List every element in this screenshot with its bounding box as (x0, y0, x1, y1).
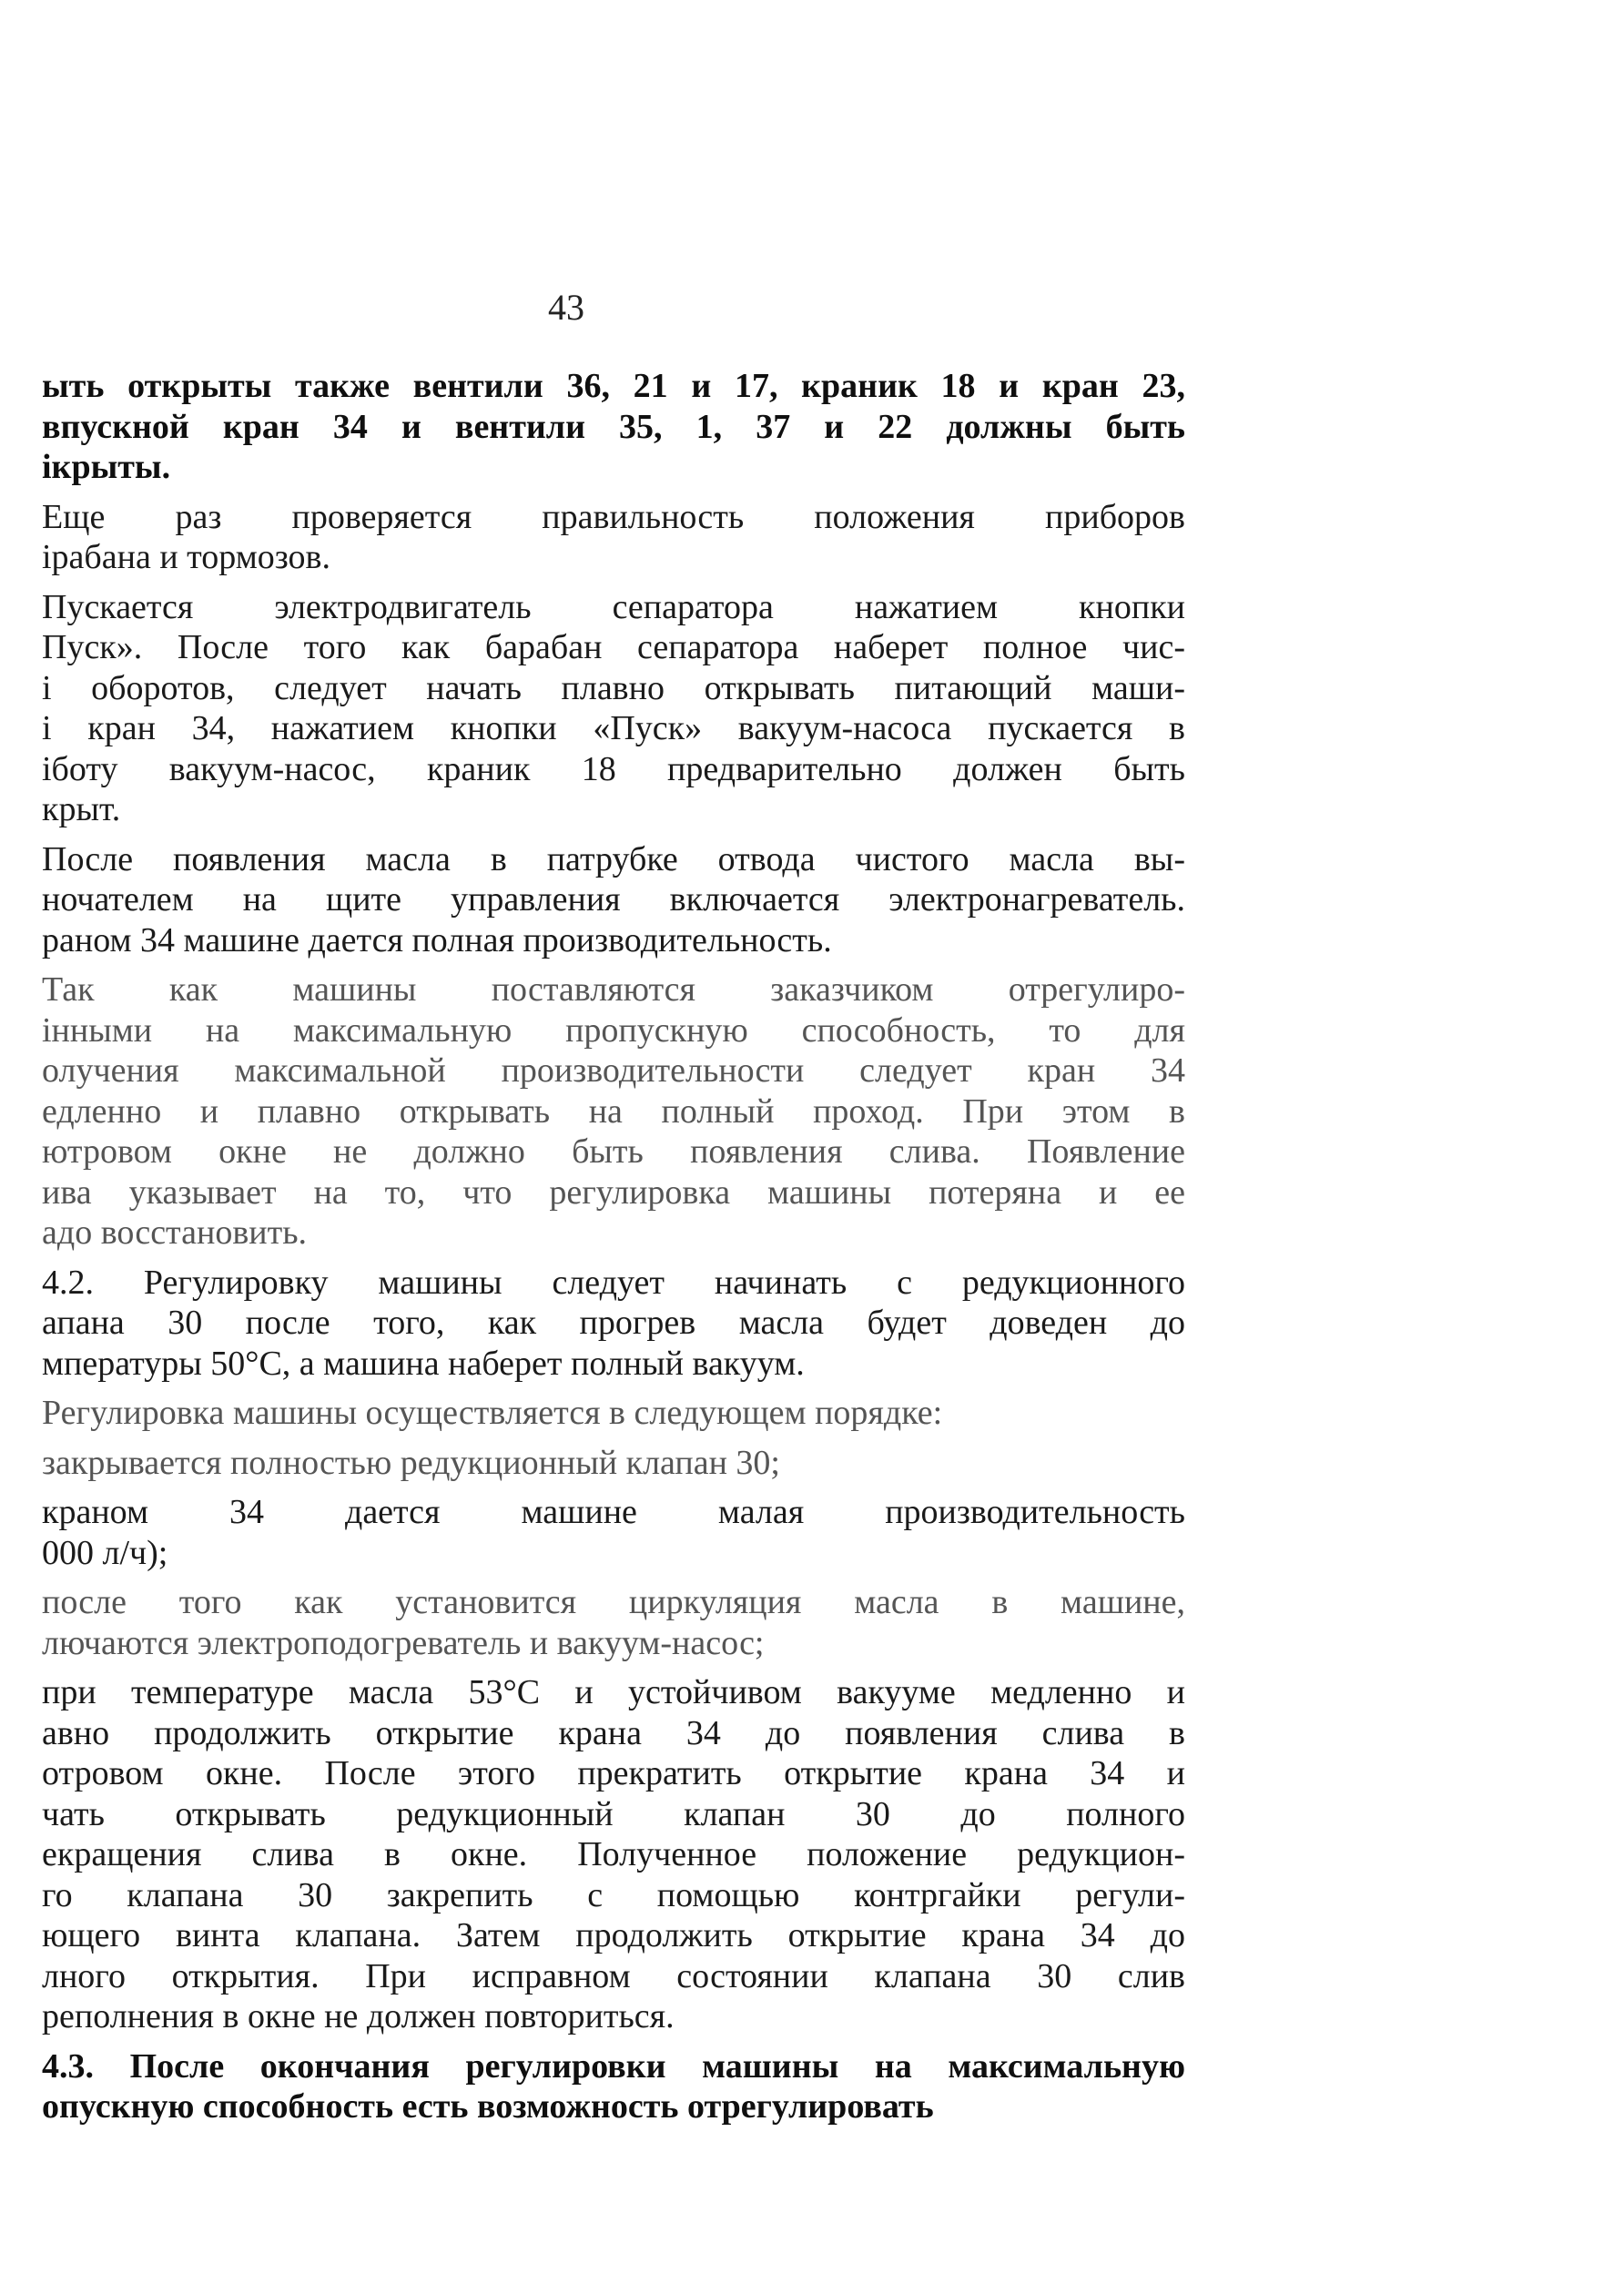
text-line: ютровом окне не должно быть появления слива. Появление (42, 1132, 1185, 1171)
text-line: 4.3. После окончания регулировки машины на максимальную (42, 2046, 1185, 2086)
text-line: і кран 34, нажатием кнопки «Пуск» вакуум-насоса пускается в (42, 709, 1185, 747)
text-line: ива указывает на то, что регулировка машины потеряна и ее (42, 1172, 1185, 1212)
text-line: адо восстановить. (42, 1213, 308, 1252)
text-line: ющего винта клапана. Затем продолжить открытие крана 34 до (42, 1916, 1185, 1954)
text-line: ікрыты. (42, 448, 171, 486)
text-line: екращения слива в окне. Полученное положение редукцион- (42, 1835, 1185, 1873)
paragraph (42, 497, 1185, 578)
paragraph (42, 2046, 1185, 2127)
text-line: реполнения в окне не должен повториться. (42, 1997, 675, 2035)
text-line: 4.2. Регулировку машины следует начинать с редукционного (42, 1263, 1185, 1302)
paragraph (42, 1582, 1185, 1663)
text-line: едленно и плавно открывать на полный проход. При этом в (42, 1091, 1185, 1131)
paragraph (42, 1672, 1185, 2037)
text-line: і оборотов, следует начать плавно открывать питающий маши- (42, 668, 1185, 707)
text-line: закрывается полностью редукционный клапан 30; (42, 1443, 780, 1482)
text-line: чать открывать редукционный клапан 30 до полного (42, 1794, 1185, 1833)
text-line: Пускается электродвигатель сепаратора нажатием кнопки (42, 587, 1185, 626)
page-number: 43 (548, 287, 584, 328)
text-line: впускной кран 34 и вентили 35, 1, 37 и 22 должны быть (42, 407, 1185, 446)
paragraph (42, 839, 1185, 961)
paragraph (42, 587, 1185, 830)
text-line: Так как машины поставляются заказчиком отрегулиро- (42, 970, 1185, 1009)
text-line: іботу вакуум-насос, краник 18 предварительно должен быть (42, 749, 1185, 788)
body-text (42, 366, 1185, 2137)
paragraph (42, 969, 1185, 1254)
text-line: Регулировка машины осуществляется в следующем порядке: (42, 1394, 943, 1432)
text-line: раном 34 машине дается полная производительность. (42, 920, 832, 959)
text-line: ыть открыты также вентили 36, 21 и 17, краник 18 и кран 23, (42, 367, 1185, 405)
text-line: олучения максимальной производительности следует кран 34 (42, 1051, 1185, 1090)
paragraph (42, 1393, 1185, 1434)
text-line: опускную способность есть возможность отрегулировать (42, 2087, 934, 2126)
text-line: Еще раз проверяется правильность положения приборов (42, 497, 1185, 536)
text-line: 000 л/ч); (42, 1533, 168, 1572)
paragraph (42, 366, 1185, 488)
paragraph (42, 1492, 1185, 1573)
text-line: лючаются электроподогреватель и вакуум-насос; (42, 1623, 765, 1662)
text-line: после того как установится циркуляция масла в машине, (42, 1583, 1185, 1621)
text-line: Пуск». После того как барабан сепаратора наберет полное чис- (42, 628, 1185, 666)
text-line: крыт. (42, 790, 121, 828)
text-line: лного открытия. При исправном состоянии клапана 30 слив (42, 1956, 1185, 1995)
text-line: інными на максимальную пропускную способность, то для (42, 1010, 1185, 1050)
text-line: ночателем на щите управления включается электронагреватель. (42, 880, 1185, 919)
text-line: авно продолжить открытие крана 34 до появления слива в (42, 1713, 1185, 1752)
text-line: краном 34 дается машине малая производительность (42, 1493, 1185, 1531)
text-line: мпературы 50°С, а машина наберет полный вакуум. (42, 1344, 805, 1383)
paragraph (42, 1443, 1185, 1484)
text-line: го клапана 30 закрепить с помощью контргайки регули- (42, 1875, 1185, 1914)
text-line: После появления масла в патрубке отвода чистого масла вы- (42, 839, 1185, 878)
text-line: при температуре масла 53°С и устойчивом вакууме медленно и (42, 1673, 1185, 1711)
text-line: апана 30 после того, как прогрев масла будет доведен до (42, 1304, 1185, 1342)
text-line: ірабана и тормозов. (42, 538, 330, 576)
text-line: отровом окне. После этого прекратить открытие крана 34 и (42, 1754, 1185, 1792)
paragraph (42, 1263, 1185, 1385)
